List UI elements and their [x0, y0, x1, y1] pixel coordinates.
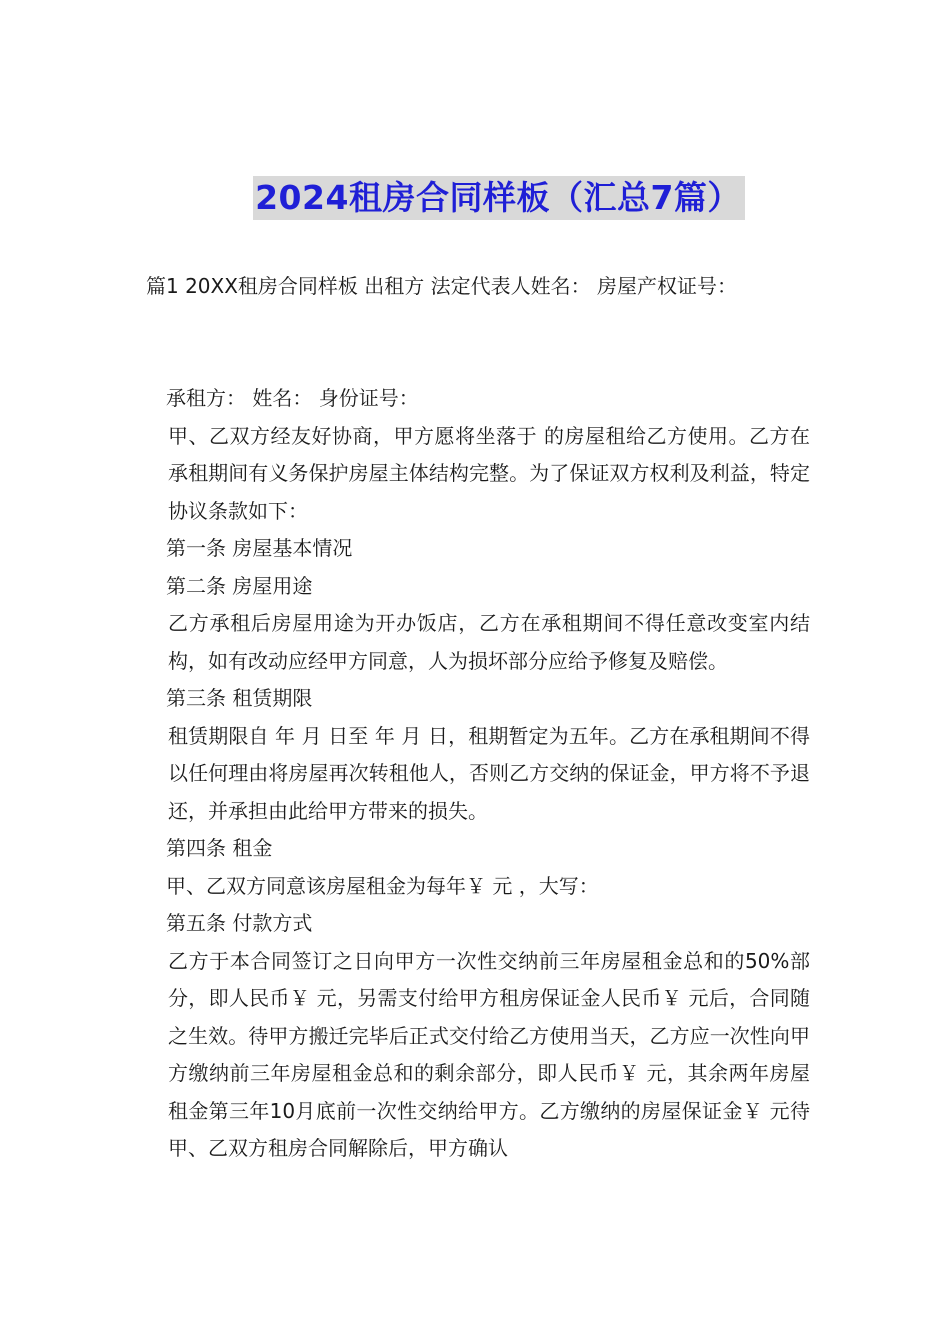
title-wrap	[0, 176, 950, 220]
section-heading: 第一条 房屋基本情况	[166, 536, 353, 560]
paragraph: 租赁期限自 年 月 日至 年 月 日，租期暂定为五年。乙方在承租期间不得以任何理由将房屋再次转租他人，否则乙方交纳的保证金，甲方将不予退还，并承担由此给甲方带来的损失。	[168, 723, 810, 823]
section-heading: 第四条 租金	[166, 836, 273, 860]
paragraph: 乙方于本合同签订之日向甲方一次性交纳前三年房屋租金总和的50%部分，即人民币￥ 元，另需支付给甲方租房保证金人民币￥ 元后，合同随之生效。待甲方搬迁完毕后正式交付给乙方使用当天，乙方应一次性向甲方缴纳前三年房屋租金总和的剩余部分，即人民币￥ 元，其余两年房屋租金第三年10月底前一次性交纳给甲方。乙方缴纳的房屋保证金￥ 元待甲、乙双方租房合同解除后，甲方确认	[168, 948, 810, 1160]
section-heading: 第二条 房屋用途	[166, 573, 313, 598]
paragraph: 乙方承租后房屋用途为开办饭店，乙方在承租期间不得任意改变室内结构，如有改动应经甲方同意，人为损坏部分应给予修复及赔偿。	[168, 611, 810, 673]
paragraph: 甲、乙双方经友好协商，甲方愿将坐落于 的房屋租给乙方使用。乙方在承租期间有义务保护房屋主体结构完整。为了保证双方权利及利益，特定协议条款如下：	[168, 423, 810, 523]
intro-line: 篇1 20XX租房合同样板 出租方 法定代表人姓名： 房屋产权证号：	[146, 274, 738, 298]
section-heading: 第五条 付款方式	[166, 911, 313, 935]
paragraph: 承租方： 姓名： 身份证号：	[166, 386, 419, 410]
document-title: 2024租房合同样板（汇总7篇）	[253, 176, 745, 220]
document-body	[146, 380, 810, 1168]
section-heading: 第三条 租赁期限	[166, 686, 313, 710]
paragraph: 甲、乙双方同意该房屋租金为每年￥ 元 ，大写：	[166, 873, 599, 898]
